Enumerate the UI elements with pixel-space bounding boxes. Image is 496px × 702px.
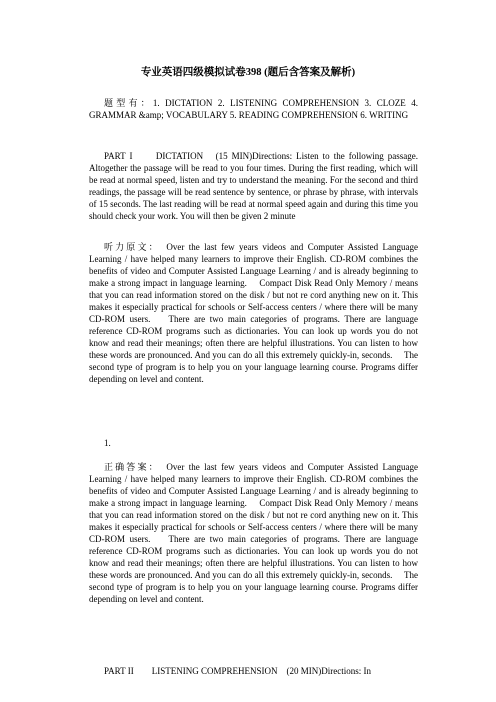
- part1-intro: PART I DICTATION (15 MIN)Directions: Listen to the following passage. Altogether the passage will be read to you four times. During the first reading, which will be read at normal speed, listen and try to understand the meaning. For the second and third readings, the passage will be read sentence by sentence, or phrase by phrase, with intervals of 15 seconds. The last reading will be read at normal speed again and during this time you should check your work. You will then be given 2 minute: [89, 151, 418, 221]
- transcript-text: Over the last few years videos and Computer Assisted Language Learning / have helped many learners to improve their English. CD-ROM combines the benefits of video and Computer Assisted Language Learning / and is already beginning to make a strong impact in language learning. Compact Disk Read Only Memory / means that you can read information stored on the disk / but not re cord anything new on it. This makes it especially practical for schools or Self-access centers / where there will be many CD-ROM users. There are two main categories of programs. There are language reference CD-ROM programs such as dictionaries. You can look up words you do not know and read their meanings; often there are helpful illustrations. You can listen to how these words are pronounced. And you can do all this extremely quickly-in, seconds. The second type of program is to help you on your language learning course. Programs differ depending on level and content.: [89, 242, 418, 384]
- transcript-label: 听力原文：: [104, 242, 156, 252]
- question-types: 题型有：1. DICTATION 2. LISTENING COMPREHENSION 3. CLOZE 4. GRAMMAR &amp; VOCABULARY 5. READING COMPREHENSION 6. WRITING: [89, 98, 418, 120]
- transcript-paragraph: [89, 241, 418, 385]
- part2-intro: PART II LISTENING COMPREHENSION (20 MIN)Directions: In: [104, 666, 371, 676]
- answer-text: Over the last few years videos and Computer Assisted Language Learning / have helped many learners to improve their English. CD-ROM combines the benefits of video and Computer Assisted Language Learning / and is already beginning to make a strong impact in language learning. Compact Disk Read Only Memory / means that you can read information stored on the disk / but not re cord anything new on it. This makes it especially practical for schools or Self-access centers / where there will be many CD-ROM users. There are two main categories of programs. There are language reference CD-ROM programs such as dictionaries. You can look up words you do not know and read their meanings; often there are helpful illustrations. You can listen to how these words are pronounced. And you can do all this extremely quickly-in, seconds. The second type of program is to help you on your language learning course. Programs differ depending on level and content.: [89, 462, 418, 604]
- answer-label: 正确答案：: [104, 462, 156, 472]
- answer-paragraph: [89, 461, 418, 605]
- page-title: 专业英语四级模拟试卷398 (题后含答案及解析): [140, 67, 356, 78]
- question-number: 1.: [104, 438, 111, 448]
